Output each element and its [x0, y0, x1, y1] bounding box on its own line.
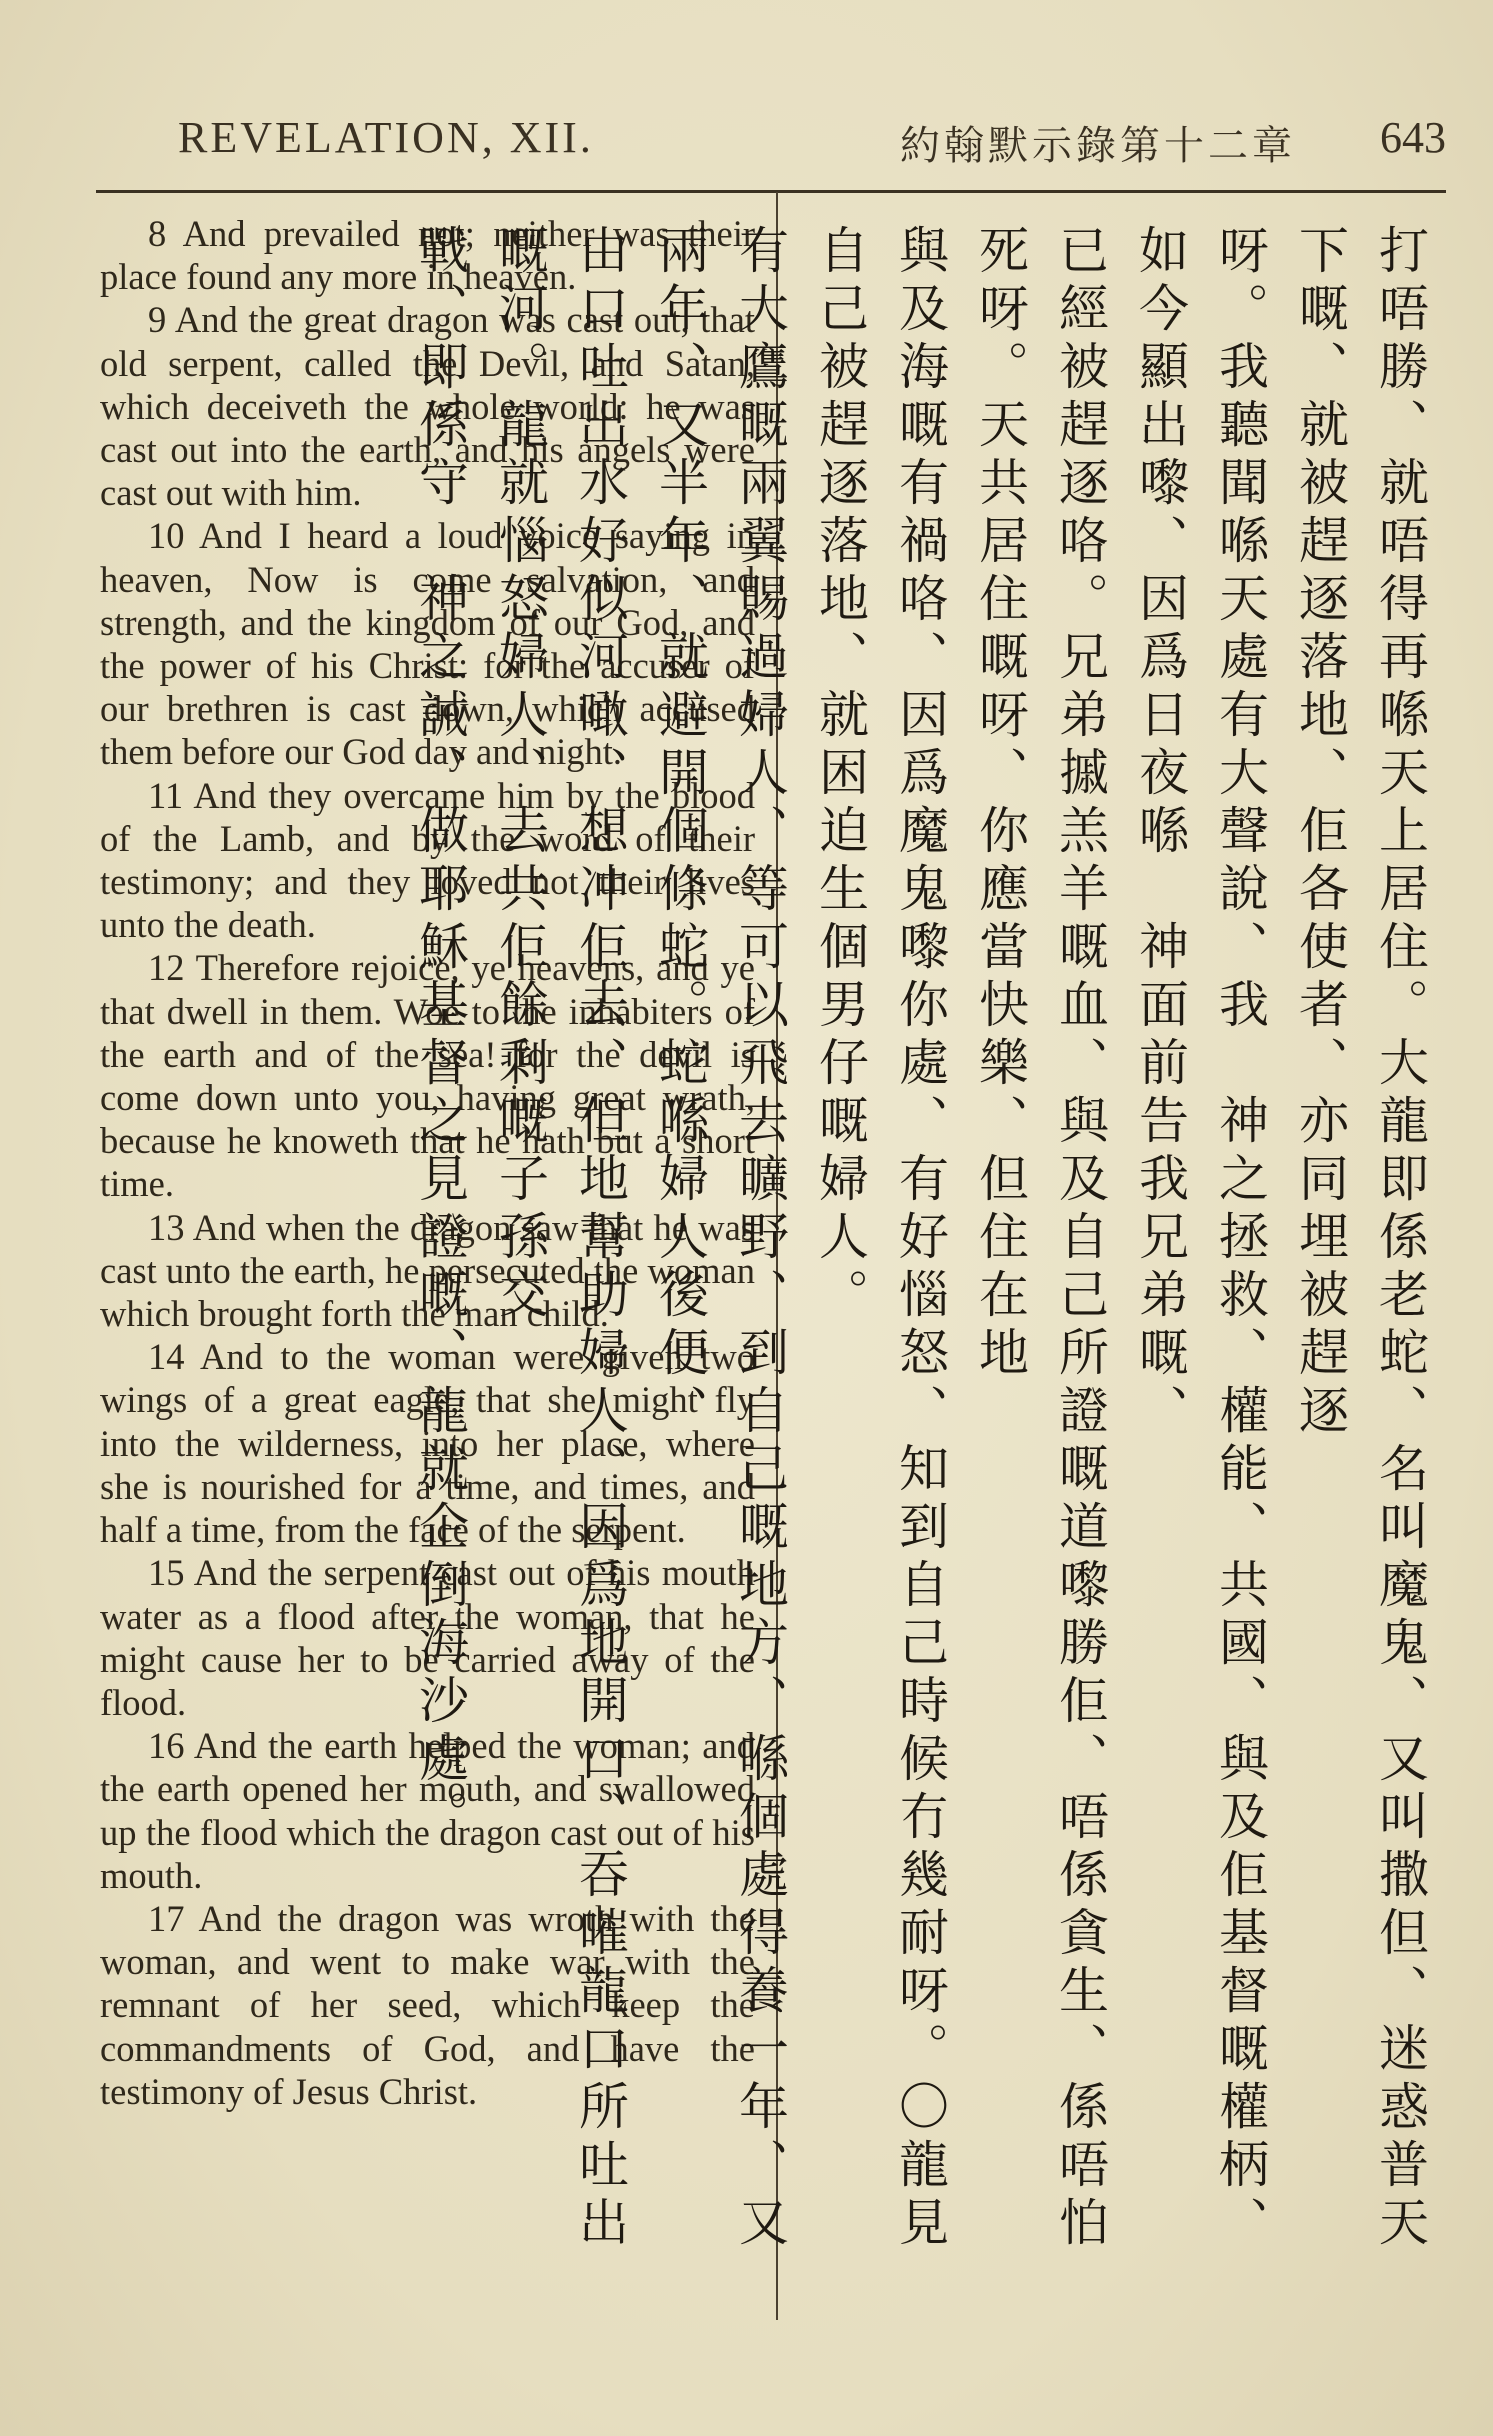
- header-rule: [96, 190, 1446, 193]
- verse-14: 14 And to the woman were given two wings of a great eagle, that she might fly into the wilderness, into her place, where she is nourished for a time, and times, and half a time, from the face of the serpent.: [100, 1336, 755, 1551]
- page-header: [178, 112, 1446, 172]
- verse-16: 16 And the earth helped the woman; and the earth opened her mouth, and swallowed up the flood which the dragon cast out of his mouth.: [100, 1725, 755, 1896]
- verse-9: 9 And the great dragon was cast out, that old serpent, called the Devil, and Satan, which deceiveth the whole world: he was cast out into the earth, and his angels were cast out with him.: [100, 299, 755, 514]
- running-title-chinese: 約翰默示錄第十二章: [900, 123, 1296, 169]
- verse-15: 15 And the serpent cast out of his mouth water as a flood after the woman, that he might cause her to be carried away of the flood.: [100, 1552, 755, 1723]
- verse-12: 12 Therefore rejoice, ye heavens, and ye that dwell in them. Woe to the inhabiters of the earth and of the sea! for the devil is come down unto you, having great wrath, because he knoweth that he hath but a short time.: [100, 947, 755, 1205]
- page-number: 643: [1380, 113, 1446, 162]
- chinese-line: 已經被趕逐咯。兄弟摵羔羊嘅血、與及自己所證嘅道嚟勝佢、唔係貪生、係唔怕死呀。天共居住嘅呀、你應當快樂、但住在地: [971, 224, 1109, 2254]
- verse-8: 8 And prevailed not; neither was their place found any more in heaven.: [100, 213, 755, 298]
- verse-10: 10 And I heard a loud voice saying in heaven, Now is come salvation, and strength, and the kingdom of our God, and the power of his Christ: for the accuser of our brethren is cast down, which accused them before our God day and night.: [100, 515, 755, 773]
- verse-13: 13 And when the dragon saw that he was cast unto the earth, he persecuted the woman which brought forth the man child.: [100, 1206, 755, 1335]
- chinese-line: 有大鷹嘅兩翼賜過婦人、等可以飛去曠野、到自己嘅地方、喺個處得養一年、又兩年、又半年、就避開個條蛇。蛇喺婦人後便、: [651, 224, 789, 2254]
- chinese-line: 呀。我聽聞喺天處有大聲說、我 神之拯救、權能、共國、與及佢基督嘅權柄、如今顯出嚟、因爲日夜喺 神面前告我兄弟嘅、: [1131, 224, 1269, 2254]
- verse-11: 11 And they overcame him by the blood of the Lamb, and by the word of their testimony; and they loved not their lives unto the death.: [100, 774, 755, 946]
- chinese-line: 打唔勝、就唔得再喺天上居住。大龍即係老蛇、名叫魔鬼、又叫撒但、迷惑普天下嘅、就被趕逐落地、佢各使者、亦同埋被趕逐: [1291, 224, 1429, 2254]
- chinese-line: 與及海嘅有禍咯、因爲魔鬼嚟你處、有好惱怒、知到自己時候冇幾耐呀。〇龍見自己被趕逐落地、就困迫生個男仔嘅婦人。: [811, 224, 949, 2254]
- chinese-line: 戰、即係守 神之誡、做耶穌基督之見證嘅、龍就企倒海沙處。: [411, 224, 469, 1848]
- running-title: REVELATION, XII.: [178, 113, 594, 162]
- verse-17: 17 And the dragon was wroth with the woman, and went to make war with the remnant of her seed, which keep the commandments of God, and have the testimony of Jesus Christ.: [100, 1897, 755, 2112]
- chinese-line: 由口吐出水好似河噉、想冲佢去、但地幫助婦人、因爲地開口、吞嗺龍口所吐出嘅河。龍就惱怒婦人、去共佢餘剩嘅子孫交: [491, 224, 629, 2254]
